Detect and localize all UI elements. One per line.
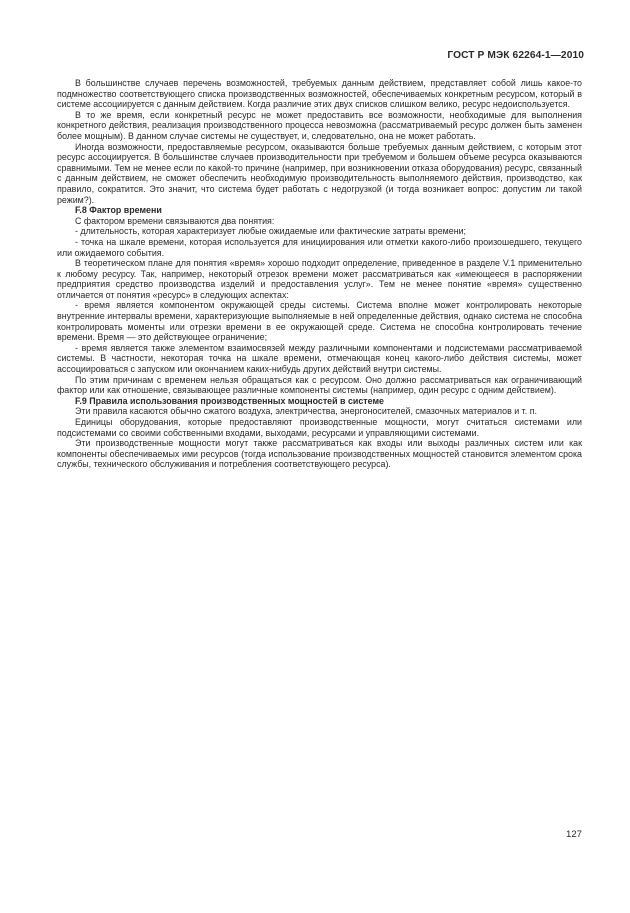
standard-header: ГОСТ Р МЭК 62264-1—2010 xyxy=(447,50,584,61)
section-heading-f9: F.9 Правила использования производственных мощностей в системе xyxy=(75,395,384,406)
document-body xyxy=(57,78,582,470)
paragraph: Иногда возможности, предоставляемые ресурсом, оказываются больше требуемых данным действием, с которым этот ресурс ассоциируется. В большинстве случаев производительности при требуемом и большем объеме ресурса оказываются сравнимыми. Тем не менее если по какой-то причине (например, при возникновении отказа оборудования) ресурс, связанный с данным действием, не сможет обеспечить необходимую производительность выполняемого действия, производство, как правило, сократится. Это значит, что система будет работать с недогрузкой (и тогда возникает вопрос: допустим ли такой режим?). xyxy=(57,141,582,205)
paragraph: С фактором времени связываются два понятия: xyxy=(75,215,275,226)
list-item: - время является компонентом окружающей среды системы. Система вполне может контролировать некоторые внутренние интервалы времени, характеризующие выполняемые в ней определенные действия, однако система не способна контролировать моменты или отрезки времени в ее окружающей среде. Система не способна контролировать течение времени. Время — это действующее ограничение; xyxy=(57,300,582,343)
list-item: - длительность, которая характеризует любые ожидаемые или фактические затраты времени; xyxy=(75,226,467,237)
list-item: - точка на шкале времени, которая используется для инициирования или отметки какого-либо произошедшего, текущего или ожидаемого события. xyxy=(57,236,582,258)
paragraph: По этим причинам с временем нельзя обращаться как с ресурсом. Оно должно рассматриваться как ограничивающий фактор или как отношение, связывающее различные компоненты системы (например, один ресурс с одним действием). xyxy=(57,374,582,396)
page-number: 127 xyxy=(565,829,582,840)
paragraph: Эти производственные мощности могут также рассматриваться как входы или выходы различных систем или как компоненты обеспечиваемых ими ресурсов (тогда использование производственных мощностей становится элементом срока службы, технического обслуживания и потребления соответствующего ресурса). xyxy=(57,438,582,470)
paragraph: Единицы оборудования, которые предоставляют производственные мощности, могут считаться системами или подсистемами со своими собственными входами, выходами, ресурсами и управляющими системами. xyxy=(57,417,582,438)
paragraph: В большинстве случаев перечень возможностей, требуемых данным действием, представляет собой лишь какое-то подмножество соответствующего списка производственных возможностей, обеспечиваемых конкретным ресурсом, который в системе ассоциируется с данным действием. Когда различие этих двух списков слишком велико, ресурс недоиспользуется. xyxy=(57,78,582,110)
paragraph: В теоретическом плане для понятия «время» хорошо подходит определение, приведенное в разделе V.1 применительно к любому ресурсу. Так, например, некоторый отрезок времени может рассматриваться как «имеющееся в распоряжении предприятия средство производства изделий и предоставления услуг». Тем не менее понятие «время» существенно отличается от понятия «ресурс» в следующих аспектах: xyxy=(57,258,582,300)
list-item: - время является также элементом взаимосвязей между различными компонентами и подсистемами рассматриваемой системы. В частности, некоторая точка на шкале времени, отмечающая конец какого-либо действия системы, может ассоциироваться с запуском или окончанием каких-нибудь других действий внутри системы. xyxy=(57,342,582,375)
paragraph: Эти правила касаются обычно сжатого воздуха, электричества, энергоносителей, смазочных материалов и т. п. xyxy=(75,406,537,417)
section-heading-f8: F.8 Фактор времени xyxy=(75,205,162,216)
paragraph: В то же время, если конкретный ресурс не может предоставить все возможности, необходимые для выполнения конкретного действия, реализация производственного процесса невозможна (рассматриваемый ресурс должен быть заменен более мощным). В данном случае системы не существует, и, следовательно, она не может работать. xyxy=(57,109,582,141)
